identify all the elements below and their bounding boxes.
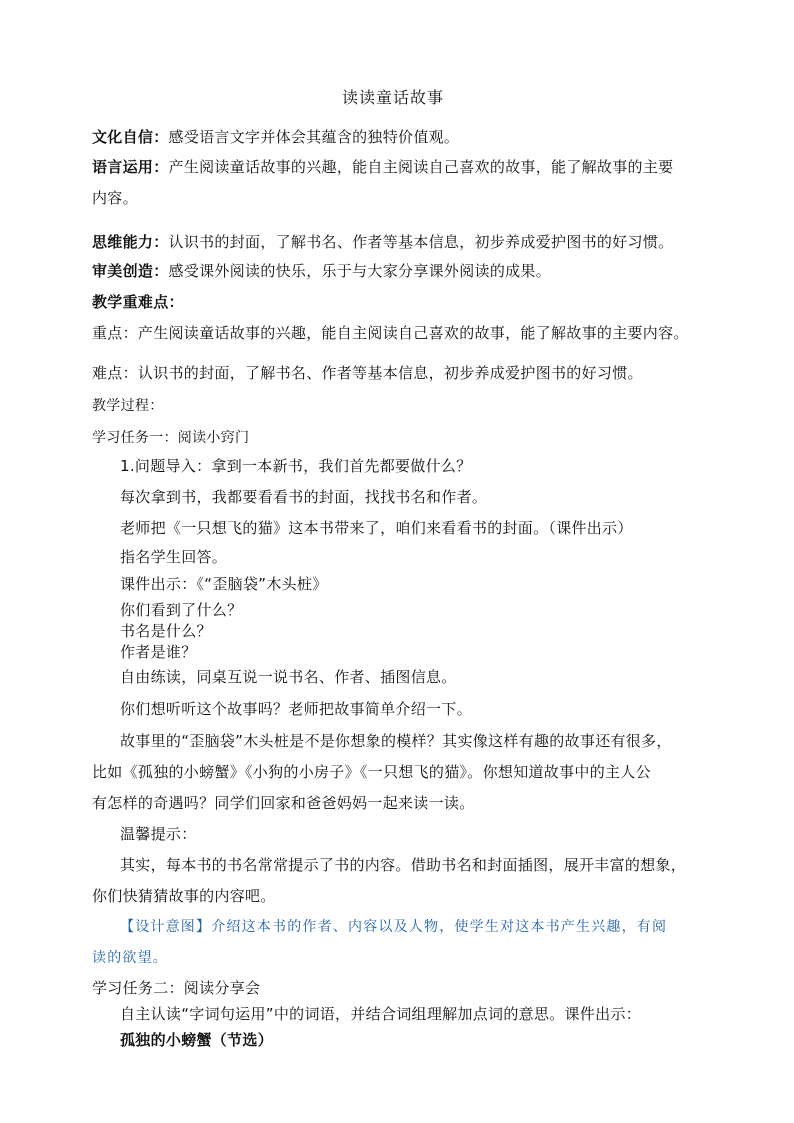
key-point-difficulty: 难点：认识书的封面，了解书名、作者等基本信息，初步养成爱护图书的好习惯。 — [92, 364, 643, 382]
aesthetic-label: 审美创造： — [92, 262, 169, 280]
key-points-heading: 教学重难点： — [92, 293, 184, 311]
task1-line: 1.问题导入：拿到一本新书，我们首先都要做什么？ — [120, 457, 472, 475]
objective-thinking — [92, 232, 673, 252]
task1-line: 自由练读，同桌互说一说书名、作者、插图信息。 — [120, 668, 457, 686]
task1-line: 你们看到了什么？ — [120, 601, 243, 619]
task1-line: 作者是谁？ — [120, 643, 197, 661]
aesthetic-text: 感受课外阅读的快乐，乐于与大家分享课外阅读的成果。 — [168, 262, 552, 280]
language-text-1: 产生阅读童话故事的兴趣，能自主阅读自己喜欢的故事，能了解故事的主要 — [168, 158, 674, 176]
task1-line: 你们想听听这个故事吗？老师把故事简单介绍一下。 — [120, 700, 472, 718]
key-point-focus: 重点：产生阅读童话故事的兴趣，能自主阅读自己喜欢的故事，能了解故事的主要内容。 — [92, 324, 689, 342]
thinking-label: 思维能力： — [92, 233, 169, 251]
language-text-2: 内容。 — [92, 189, 138, 207]
tip-heading: 温馨提示： — [120, 825, 197, 843]
objective-language — [92, 157, 673, 177]
task1-heading: 学习任务一：阅读小窍门 — [92, 430, 250, 446]
task1-line: 老师把《一只想飞的猫》这本书带来了，咱们来看看书的封面。（课件出示） — [120, 519, 633, 537]
task2-heading: 学习任务二：阅读分享会 — [92, 979, 261, 997]
page-title: 读读童话故事 — [342, 88, 445, 107]
task1-line: 书名是什么？ — [120, 622, 212, 640]
language-label: 语言运用： — [92, 158, 169, 176]
task2-line: 自主认读“字词句运用”中的词语，并结合词组理解加点词的意思。课件出示： — [120, 1005, 642, 1023]
process-heading: 教学过程： — [92, 398, 164, 414]
excerpt-title: 孤独的小螃蟹（节选） — [120, 1031, 274, 1049]
thinking-text: 认识书的封面，了解书名、作者等基本信息，初步养成爱护图书的好习惯。 — [168, 233, 674, 251]
design-intent-line-1: 【设计意图】介绍这本书的作者、内容以及人物，使学生对这本书产生兴趣，有阅 — [120, 919, 668, 935]
culture-label: 文化自信： — [92, 128, 169, 146]
task1-line: 每次拿到书，我都要看看书的封面，找找书名和作者。 — [120, 488, 488, 506]
story-line-2: 比如《孤独的小螃蟹》《小狗的小房子》《一只想飞的猫》。你想知道故事中的主人公 — [92, 763, 651, 781]
culture-text: 感受语言文字并体会其蕴含的独特价值观。 — [168, 128, 460, 146]
story-line-3: 有怎样的奇遇吗？同学们回家和爸爸妈妈一起来读一读。 — [92, 794, 475, 812]
task1-line: 课件出示：《“歪脑袋”木头桩》 — [120, 575, 328, 593]
tip-line-1: 其实，每本书的书名常常提示了书的内容。借助书名和封面插图，展开丰富的想象， — [120, 856, 687, 874]
objective-culture — [92, 127, 459, 147]
objective-aesthetic — [92, 261, 551, 281]
tip-line-2: 你们快猜猜故事的内容吧。 — [92, 887, 276, 905]
design-intent-line-2: 读的欲望。 — [92, 950, 168, 966]
story-line-1: 故事里的“歪脑袋”木头桩是不是你想象的模样？其实像这样有趣的故事还有很多， — [120, 732, 672, 750]
task1-line: 指名学生回答。 — [120, 548, 228, 566]
